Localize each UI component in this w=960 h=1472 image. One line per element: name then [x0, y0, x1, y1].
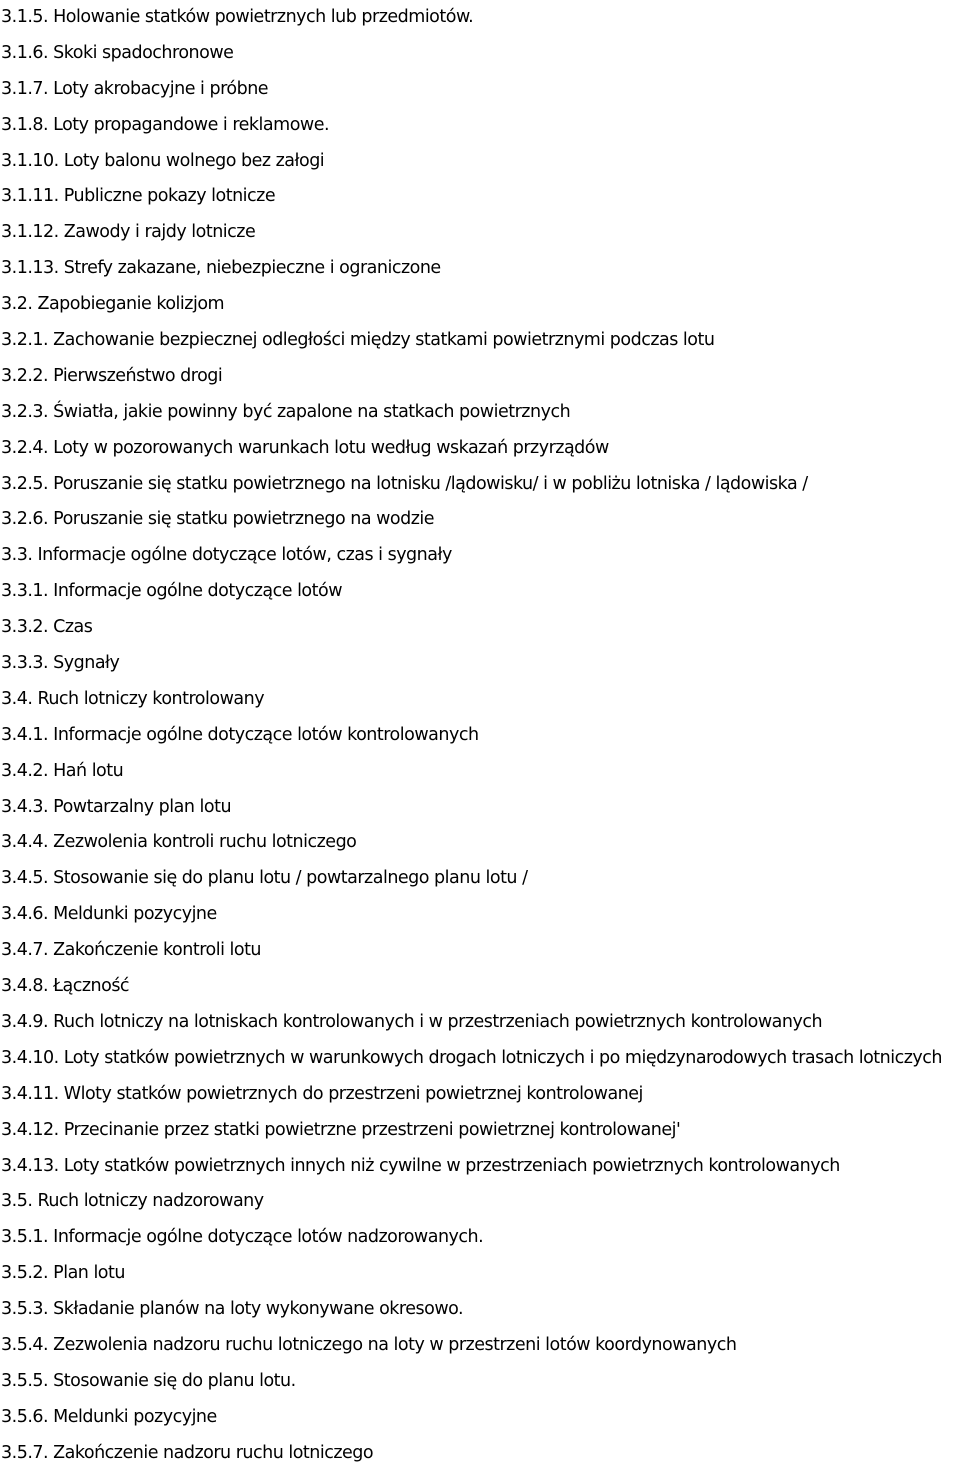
- toc-entry: 3.4.10. Loty statków powietrznych w warunkowych drogach lotniczych i po międzynarodowych trasach lotniczych: [1, 1047, 942, 1068]
- toc-entry: 3.3. Informacje ogólne dotyczące lotów, czas i sygnały: [1, 545, 452, 566]
- toc-entry: 3.5.7. Zakończenie nadzoru ruchu lotniczego: [1, 1442, 374, 1463]
- toc-entry: 3.5.5. Stosowanie się do planu lotu.: [1, 1370, 296, 1391]
- toc-entry: 3.4.3. Powtarzalny plan lotu: [1, 796, 232, 817]
- toc-entry: 3.5.1. Informacje ogólne dotyczące lotów nadzorowanych.: [1, 1227, 484, 1248]
- toc-entry: 3.1.10. Loty balonu wolnego bez załogi: [1, 150, 325, 171]
- toc-entry: 3.1.13. Strefy zakazane, niebezpieczne i ograniczone: [1, 258, 441, 279]
- toc-entry: 3.1.7. Loty akrobacyjne i próbne: [1, 78, 269, 99]
- toc-entry: 3.1.12. Zawody i rajdy lotnicze: [1, 222, 256, 243]
- toc-entry: 3.4. Ruch lotniczy kontrolowany: [1, 688, 265, 709]
- toc-entry: 3.4.5. Stosowanie się do planu lotu / powtarzalnego planu lotu /: [1, 868, 528, 889]
- toc-entry: 3.3.3. Sygnały: [1, 653, 120, 674]
- toc-entry: 3.5.3. Składanie planów na loty wykonywane okresowo.: [1, 1299, 464, 1320]
- toc-entry: 3.3.2. Czas: [1, 617, 93, 638]
- toc-entry: 3.4.1. Informacje ogólne dotyczące lotów kontrolowanych: [1, 724, 479, 745]
- toc-entry: 3.1.5. Holowanie statków powietrznych lub przedmiotów.: [1, 7, 474, 27]
- toc-entry: 3.4.8. Łączność: [1, 976, 130, 997]
- toc-entry: 3.2. Zapobieganie kolizjom: [1, 294, 225, 315]
- toc-entry: 3.4.12. Przecinanie przez statki powietrzne przestrzeni powietrznej kontrolowanej': [1, 1119, 681, 1140]
- toc-entry: 3.2.1. Zachowanie bezpiecznej odległości między statkami powietrznymi podczas lotu: [1, 330, 715, 351]
- toc-entry: 3.4.7. Zakończenie kontroli lotu: [1, 940, 262, 961]
- toc-entry: 3.1.8. Loty propagandowe i reklamowe.: [1, 114, 330, 135]
- toc-entry: 3.4.4. Zezwolenia kontroli ruchu lotniczego: [1, 832, 357, 853]
- toc-entry: 3.3.1. Informacje ogólne dotyczące lotów: [1, 581, 343, 602]
- toc-entry: 3.5.6. Meldunki pozycyjne: [1, 1406, 217, 1427]
- toc-entry: 3.5. Ruch lotniczy nadzorowany: [1, 1191, 264, 1212]
- toc-entry: 3.5.4. Zezwolenia nadzoru ruchu lotniczego na loty w przestrzeni lotów koordynowanych: [1, 1334, 737, 1355]
- toc-entry: 3.2.5. Poruszanie się statku powietrznego na lotnisku /lądowisku/ i w pobliżu lotniska / lądowiska /: [1, 473, 808, 494]
- toc-entry: 3.2.3. Światła, jakie powinny być zapalone na statkach powietrznych: [1, 401, 571, 422]
- toc-entry: 3.1.11. Publiczne pokazy lotnicze: [1, 186, 276, 207]
- toc-entry: 3.2.6. Poruszanie się statku powietrznego na wodzie: [1, 509, 435, 530]
- toc-entry: 3.4.11. Wloty statków powietrznych do przestrzeni powietrznej kontrolowanej: [1, 1083, 643, 1104]
- toc-entry: 3.4.13. Loty statków powietrznych innych niż cywilne w przestrzeniach powietrznych kontrolowanych: [1, 1155, 840, 1176]
- toc-entry: 3.4.2. Hań lotu: [1, 760, 124, 781]
- toc-entry: 3.1.6. Skoki spadochronowe: [1, 42, 234, 63]
- toc-entry: 3.5.2. Plan lotu: [1, 1263, 125, 1284]
- toc-entry: 3.4.9. Ruch lotniczy na lotniskach kontrolowanych i w przestrzeniach powietrznych kontrolowanych: [1, 1011, 823, 1032]
- toc-entry: 3.4.6. Meldunki pozycyjne: [1, 904, 217, 925]
- toc-entry: 3.2.2. Pierwszeństwo drogi: [1, 365, 223, 386]
- toc-entry: 3.2.4. Loty w pozorowanych warunkach lotu według wskazań przyrządów: [1, 437, 609, 458]
